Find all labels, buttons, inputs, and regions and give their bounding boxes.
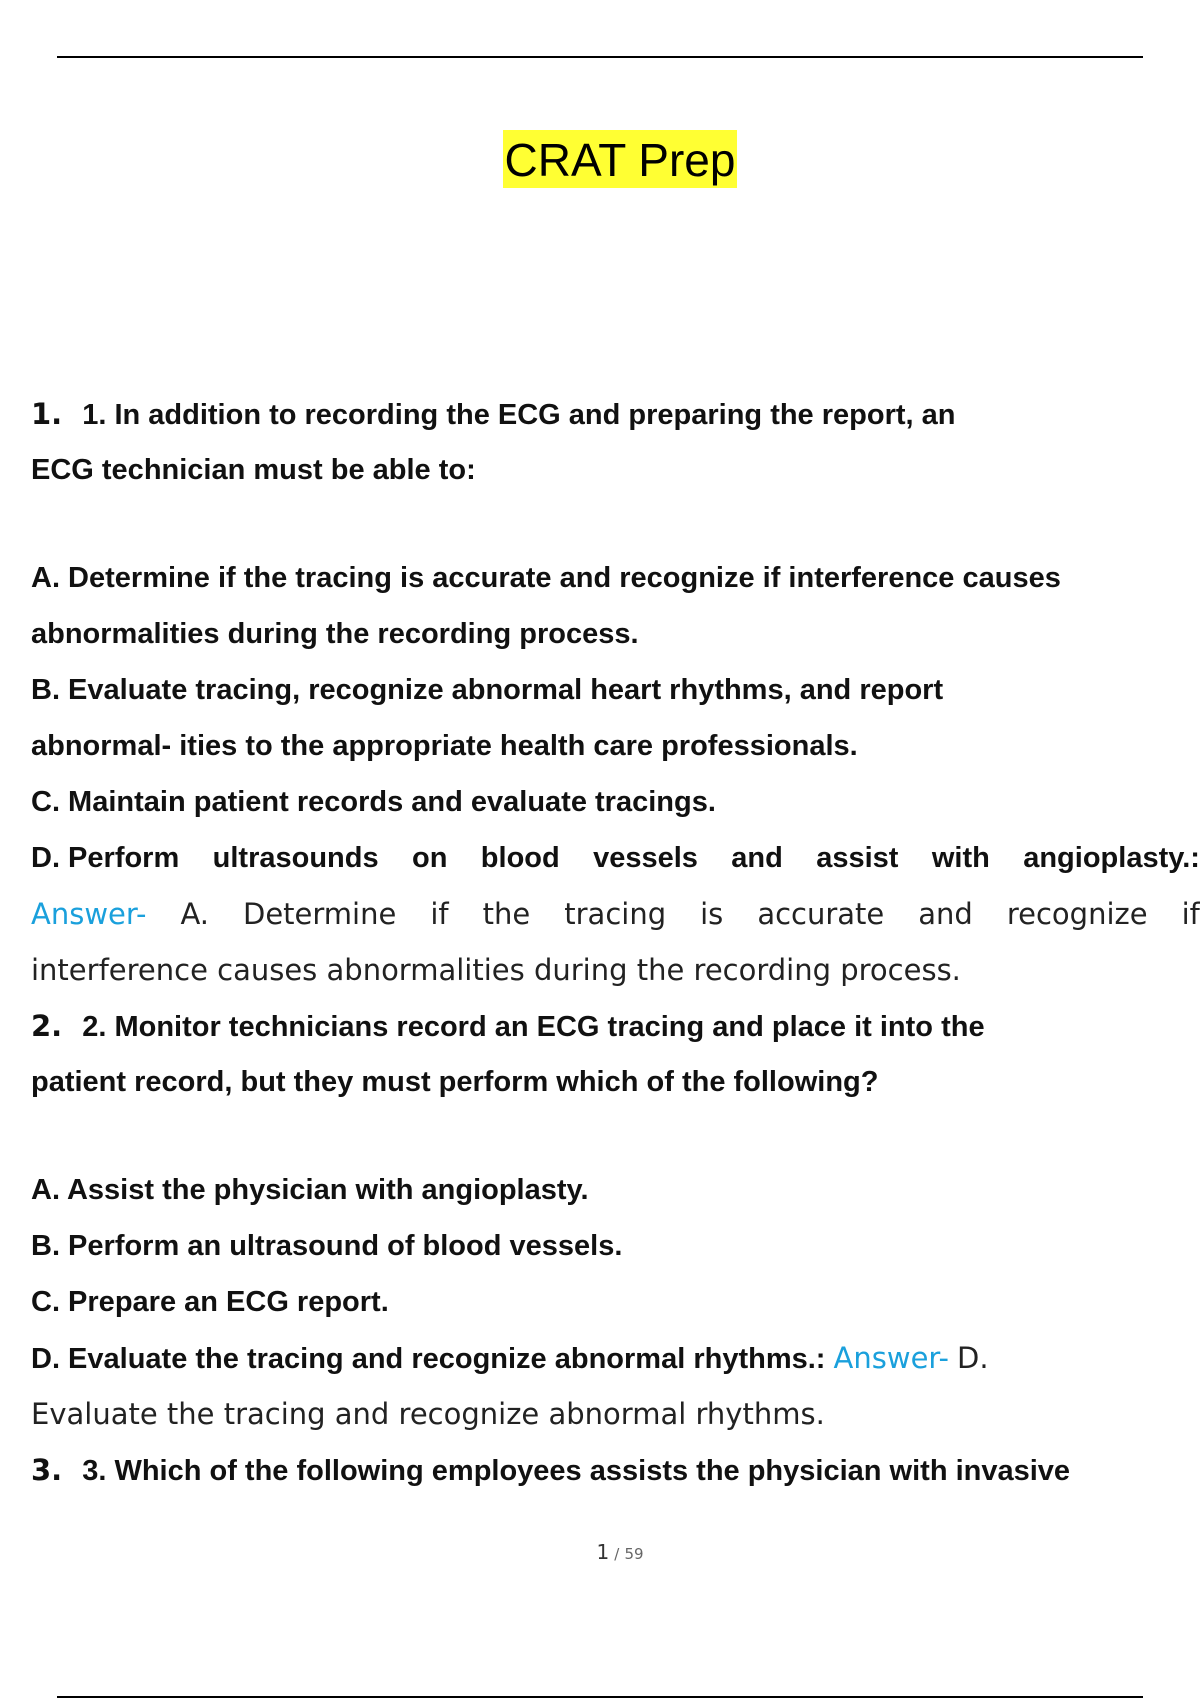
question-number: 3. xyxy=(31,1453,63,1487)
word: on xyxy=(411,842,448,874)
word: accurate xyxy=(757,897,885,931)
word: D. Perform xyxy=(31,842,180,874)
question-1-option-a-line-1: A. Determine if the tracing is accurate and recognize if interference causes xyxy=(31,562,1061,594)
word: tracing xyxy=(564,897,667,931)
answer-text: interference causes abnormalities during the recording process. xyxy=(31,953,961,987)
question-2-option-d xyxy=(31,1330,1200,1386)
question-1-line-2: ECG technician must be able to: xyxy=(31,454,476,486)
word: blood xyxy=(480,842,560,874)
question-text: 2. Monitor technicians record an ECG tracing and place it into the xyxy=(82,1011,985,1043)
question-text: 1. In addition to recording the ECG and preparing the report, an xyxy=(82,399,956,431)
word: ultrasounds xyxy=(212,842,379,874)
word: if xyxy=(1181,897,1200,931)
word: assist xyxy=(816,842,899,874)
word: with xyxy=(931,842,990,874)
question-1-option-b-line-1: B. Evaluate tracing, recognize abnormal heart rhythms, and report xyxy=(31,674,944,706)
option-text: D. Evaluate the tracing and recognize abnormal rhythms.: xyxy=(31,1343,826,1375)
spacer xyxy=(31,498,1200,550)
word: angioplasty.: xyxy=(1023,842,1200,874)
answer-label: Answer- xyxy=(833,1341,949,1375)
spacer xyxy=(31,1110,1200,1162)
document-title: CRAT Prep xyxy=(503,130,738,188)
bottom-rule xyxy=(57,1696,1143,1698)
answer-text: Evaluate the tracing and recognize abnormal rhythms. xyxy=(31,1397,825,1431)
question-1-option-d xyxy=(31,830,1200,886)
question-1-answer-line-2 xyxy=(31,942,1200,998)
word: vessels xyxy=(593,842,698,874)
answer-label: Answer- xyxy=(31,897,147,931)
question-1-option-c: C. Maintain patient records and evaluate tracings. xyxy=(31,786,716,818)
answer-text: D. xyxy=(957,1341,989,1375)
question-text: 3. Which of the following employees assists the physician with invasive xyxy=(82,1455,1071,1487)
page-total: 59 xyxy=(624,1545,644,1563)
question-1-line-1 xyxy=(31,386,1200,442)
question-2-option-c: C. Prepare an ECG report. xyxy=(31,1286,389,1318)
question-2-line-1 xyxy=(31,998,1200,1054)
word: and xyxy=(731,842,783,874)
title-block xyxy=(0,130,1200,188)
question-2-line-2: patient record, but they must perform which of the following? xyxy=(31,1066,879,1098)
word: if xyxy=(430,897,449,931)
word: the xyxy=(482,897,531,931)
question-2-option-b: B. Perform an ultrasound of blood vessels. xyxy=(31,1230,623,1262)
question-1-option-b-line-2: abnormal- ities to the appropriate health care professionals. xyxy=(31,730,858,762)
question-number: 1. xyxy=(31,397,63,431)
question-1-option-a-line-2: abnormalities during the recording process. xyxy=(31,618,639,650)
question-2-option-a: A. Assist the physician with angioplasty. xyxy=(31,1174,589,1206)
question-2-answer-line-2 xyxy=(31,1386,1200,1442)
word: A. xyxy=(180,897,209,931)
page-current: 1 xyxy=(596,1540,610,1564)
top-rule xyxy=(57,56,1143,58)
question-1-answer-line-1 xyxy=(31,886,1200,942)
word: recognize xyxy=(1006,897,1148,931)
question-list xyxy=(31,386,1200,1498)
word: and xyxy=(918,897,973,931)
question-3-line-1 xyxy=(31,1442,1200,1498)
page-separator: / xyxy=(614,1545,620,1563)
page-number xyxy=(0,1540,1200,1564)
word: is xyxy=(700,897,724,931)
question-number: 2. xyxy=(31,1009,63,1043)
word: Determine xyxy=(243,897,397,931)
